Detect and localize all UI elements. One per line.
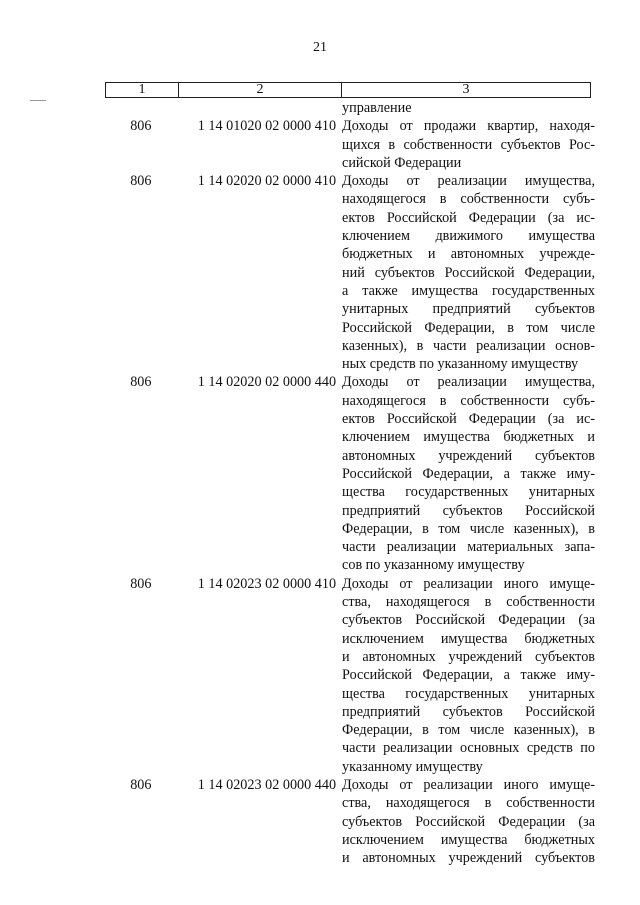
admin-code-cell bbox=[105, 99, 177, 117]
description-line: ства, находящегося в собственности bbox=[342, 594, 595, 611]
description-line: Российской Федерации, в том числе bbox=[342, 319, 595, 336]
description-line: Федерации, в том числе казенных), в bbox=[342, 520, 595, 537]
description-line: бюджетных и автономных учрежде- bbox=[342, 246, 595, 263]
description-line: исключением имущества бюджетных bbox=[342, 630, 595, 647]
header-cell-2: 2 bbox=[179, 83, 342, 97]
admin-code-cell: 806 bbox=[130, 173, 152, 190]
table-row bbox=[105, 373, 595, 574]
margin-mark bbox=[30, 100, 46, 101]
budget-code-cell: 1 14 01020 02 0000 410 bbox=[197, 118, 337, 135]
description-line: казенных), в части реализации основ- bbox=[342, 337, 595, 354]
admin-code-cell: 806 bbox=[130, 118, 152, 135]
description-line: Доходы от продажи квартир, находя- bbox=[342, 118, 595, 135]
table-body bbox=[105, 99, 595, 867]
table-row bbox=[105, 575, 595, 776]
description-line: находящегося в собственности субъ- bbox=[342, 191, 595, 208]
description-line: ключением движимого имущества bbox=[342, 228, 595, 245]
description-line: предприятий субъектов Российской bbox=[342, 703, 595, 720]
description-line: ключением имущества бюджетных и bbox=[342, 429, 595, 446]
description-line: Доходы от реализации имущества, bbox=[342, 173, 595, 190]
description-line: автономных учреждений субъектов bbox=[342, 447, 595, 464]
header-cell-1: 1 bbox=[106, 83, 179, 97]
description-cell bbox=[340, 373, 595, 574]
description-line: ных средств по указанному имуществу bbox=[342, 356, 579, 373]
table-row-continuation bbox=[105, 99, 595, 117]
table-row bbox=[105, 117, 595, 172]
description-cell bbox=[340, 776, 595, 867]
budget-code-cell bbox=[177, 99, 340, 117]
description-line: сов по указанному имуществу bbox=[342, 557, 525, 574]
admin-code-cell: 806 bbox=[130, 374, 152, 391]
description-line: указанному имуществу bbox=[342, 758, 483, 775]
description-line: управление bbox=[342, 100, 412, 116]
description-cell bbox=[340, 172, 595, 373]
table-header-row bbox=[105, 82, 591, 98]
description-line: предприятий субъектов Российской bbox=[342, 502, 595, 519]
description-line: ектов Российской Федерации (за ис- bbox=[342, 209, 595, 226]
description-line: субъектов Российской Федерации (за bbox=[342, 612, 595, 629]
description-line: ний субъектов Российской Федерации, bbox=[342, 264, 595, 281]
description-line: Доходы от реализации имущества, bbox=[342, 374, 595, 391]
budget-code-cell: 1 14 02020 02 0000 440 bbox=[197, 374, 337, 391]
table-row bbox=[105, 172, 595, 373]
admin-code-cell: 806 bbox=[130, 575, 152, 592]
header-cell-3: 3 bbox=[462, 82, 470, 97]
description-line: ства, находящегося в собственности bbox=[342, 795, 595, 812]
table-row bbox=[105, 776, 595, 867]
description-line: щества государственных унитарных bbox=[342, 685, 595, 702]
description-line: щества государственных унитарных bbox=[342, 484, 595, 501]
description-line: субъектов Российской Федерации (за bbox=[342, 813, 595, 830]
description-line: и автономных учреждений субъектов bbox=[342, 850, 595, 867]
description-line: щихся в собственности субъектов Рос- bbox=[342, 136, 595, 153]
description-line: части реализации материальных запа- bbox=[342, 539, 595, 556]
budget-code-cell: 1 14 02023 02 0000 440 bbox=[197, 776, 337, 793]
description-line: исключением имущества бюджетных bbox=[342, 831, 595, 848]
description-line: ектов Российской Федерации (за ис- bbox=[342, 411, 595, 428]
page-number: 21 bbox=[313, 40, 327, 55]
description-line: унитарных предприятий субъектов bbox=[342, 301, 595, 318]
description-cell bbox=[340, 575, 595, 776]
description-line: сийской Федерации bbox=[342, 154, 462, 171]
description-line: находящегося в собственности субъ- bbox=[342, 392, 595, 409]
budget-code-cell: 1 14 02023 02 0000 410 bbox=[197, 575, 337, 592]
description-cell bbox=[340, 99, 595, 117]
description-line: части реализации основных средств по bbox=[342, 740, 595, 757]
description-line: Доходы от реализации иного имуще- bbox=[342, 776, 595, 793]
description-line: Федерации, в том числе казенных), в bbox=[342, 722, 595, 739]
description-line: Российской Федерации, а также иму- bbox=[342, 667, 595, 684]
description-line: Доходы от реализации иного имуще- bbox=[342, 575, 595, 592]
description-line: а также имущества государственных bbox=[342, 282, 595, 299]
description-cell bbox=[340, 117, 595, 172]
description-line: и автономных учреждений субъектов bbox=[342, 648, 595, 665]
description-line: Российской Федерации, а также иму- bbox=[342, 465, 595, 482]
admin-code-cell: 806 bbox=[130, 776, 152, 793]
budget-code-cell: 1 14 02020 02 0000 410 bbox=[197, 173, 337, 190]
